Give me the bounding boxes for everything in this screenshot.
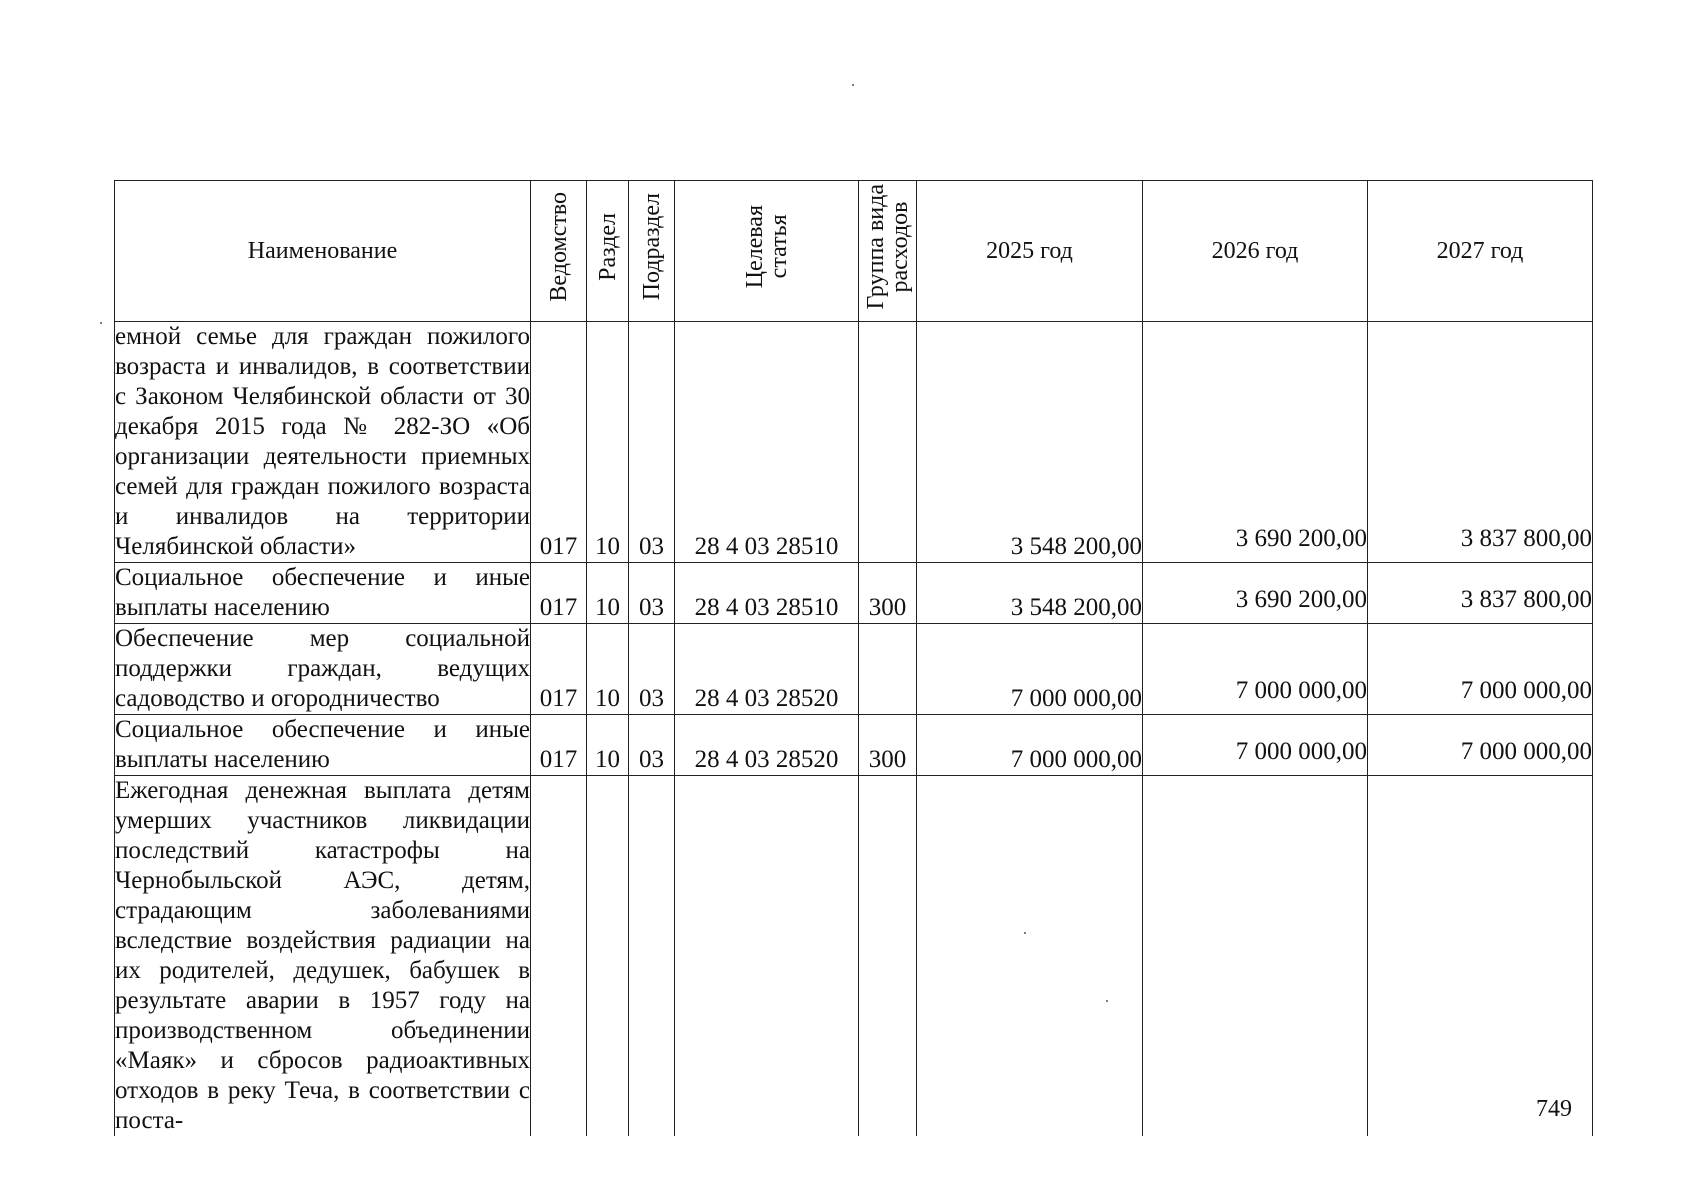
row-amount-2026: 3 690 200,00: [1143, 322, 1368, 563]
row-amount-2027: 7 000 000,00: [1368, 715, 1593, 776]
row-department: [531, 776, 587, 1137]
header-section: Раздел: [587, 181, 629, 322]
header-subsection: Подраздел: [629, 181, 675, 322]
row-department: 017: [531, 715, 587, 776]
scan-speck: [100, 322, 102, 324]
table-row: [115, 715, 1593, 776]
table-row: [115, 563, 1593, 624]
row-subsection: 03: [629, 322, 675, 563]
row-expense-group: 300: [859, 563, 917, 624]
row-department: 017: [531, 624, 587, 715]
row-subsection: [629, 776, 675, 1137]
header-target-article: Целевая статья: [675, 181, 859, 322]
row-amount-2025: [917, 776, 1143, 1137]
row-subsection: 03: [629, 563, 675, 624]
row-amount-2026: [1143, 776, 1368, 1137]
header-name: Наименование: [115, 181, 531, 322]
row-amount-2027: 7 000 000,00: [1368, 624, 1593, 715]
row-target-article: 28 4 03 28520: [675, 715, 859, 776]
row-expense-group: [859, 322, 917, 563]
table-row: [115, 624, 1593, 715]
table-header-row: [115, 181, 1593, 322]
page-number: 749: [1536, 1096, 1572, 1122]
row-name: Обеспечение мер социальной поддержки граждан, ведущих садоводство и огородничество: [115, 624, 531, 715]
row-expense-group: 300: [859, 715, 917, 776]
row-department: 017: [531, 322, 587, 563]
row-subsection: 03: [629, 624, 675, 715]
row-name: емной семье для граждан пожилого возраста и инвалидов, в соответствии с Законом Челябинской области от 30 декабря 2015 года № 282-ЗО «Об организации деятельности приемных семей для граждан пожилого возраста и инвалидов на территории Челябинской области»: [115, 322, 531, 563]
row-subsection: 03: [629, 715, 675, 776]
row-department: 017: [531, 563, 587, 624]
header-year-2026: 2026 год: [1143, 181, 1368, 322]
header-year-2025: 2025 год: [917, 181, 1143, 322]
row-amount-2025: 7 000 000,00: [917, 624, 1143, 715]
row-name: Ежегодная денежная выплата детям умерших участников ликвидации последствий катастрофы на Чернобыльской АЭС, детям, страдающим заболеваниями вследствие воздействия радиации на их родителей, дедушек, бабушек в результате аварии в 1957 году на производственном объединении «Маяк» и сбросов радиоактивных отходов в реку Теча, в соответствии с поста-: [115, 777, 530, 1134]
row-amount-2025: 7 000 000,00: [917, 715, 1143, 776]
header-department: Ведомство: [531, 181, 587, 322]
row-target-article: [675, 776, 859, 1137]
row-section: [587, 776, 629, 1137]
row-amount-2027: 3 837 800,00: [1368, 322, 1593, 563]
row-amount-2026: 7 000 000,00: [1143, 715, 1368, 776]
row-target-article: 28 4 03 28510: [675, 563, 859, 624]
header-year-2027: 2027 год: [1368, 181, 1593, 322]
scan-speck: [1024, 932, 1026, 934]
row-section: 10: [587, 715, 629, 776]
scan-speck: [852, 84, 854, 86]
table-row: [115, 776, 1593, 1137]
row-section: 10: [587, 322, 629, 563]
budget-table: [114, 180, 1593, 1136]
row-expense-group: [859, 624, 917, 715]
header-expense-group: Группа вида расходов: [859, 181, 917, 322]
row-amount-2027: 3 837 800,00: [1368, 563, 1593, 624]
table-row: [115, 322, 1593, 563]
row-name: Социальное обеспечение и иные выплаты населению: [115, 563, 531, 624]
row-expense-group: [859, 776, 917, 1137]
row-amount-2026: 3 690 200,00: [1143, 563, 1368, 624]
row-amount-2027: [1368, 776, 1593, 1137]
row-amount-2025: 3 548 200,00: [917, 322, 1143, 563]
row-amount-2025: 3 548 200,00: [917, 563, 1143, 624]
row-amount-2026: 7 000 000,00: [1143, 624, 1368, 715]
scan-speck: [1106, 1000, 1108, 1002]
row-target-article: 28 4 03 28520: [675, 624, 859, 715]
row-section: 10: [587, 563, 629, 624]
row-target-article: 28 4 03 28510: [675, 322, 859, 563]
row-name: Социальное обеспечение и иные выплаты населению: [115, 715, 531, 776]
row-section: 10: [587, 624, 629, 715]
